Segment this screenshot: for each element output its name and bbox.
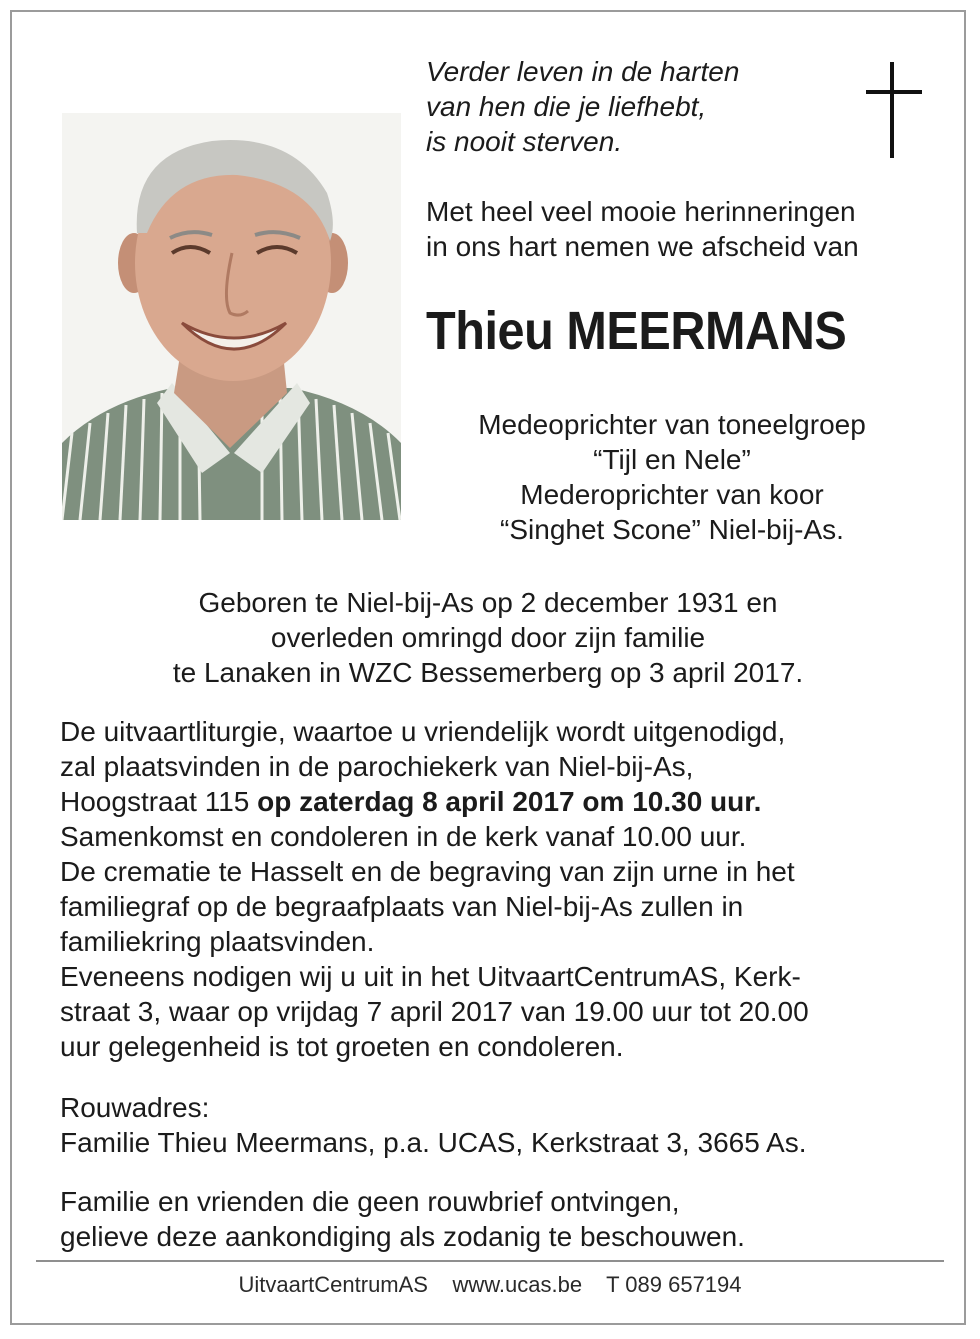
portrait-photo xyxy=(62,113,401,520)
born-line: Geboren te Niel-bij-As op 2 december 1931 en xyxy=(198,587,778,618)
born-line: overleden omringd door zijn familie xyxy=(270,622,706,653)
closing-note xyxy=(60,1184,745,1254)
rouwadres-label: Rouwadres: xyxy=(60,1092,210,1123)
rouwadres-value: Familie Thieu Meermans, p.a. UCAS, Kerkstraat 3, 3665 As. xyxy=(60,1127,807,1158)
intro-line: Met heel veel mooie herinneringen xyxy=(426,196,856,227)
footer-divider xyxy=(36,1260,944,1262)
footer-phone: T 089 657194 xyxy=(606,1272,742,1297)
quote-line: is nooit sterven. xyxy=(426,126,623,157)
footer-website[interactable]: www.ucas.be xyxy=(452,1272,583,1297)
birth-death-text xyxy=(60,585,916,690)
body-line: straat 3, waar op vrijdag 7 april 2017 van 19.00 uur tot 20.00 xyxy=(60,996,809,1027)
body-line: zal plaatsvinden in de parochiekerk van Niel-bij-As, xyxy=(60,751,694,782)
roles-text xyxy=(420,407,924,547)
cross-icon xyxy=(862,62,922,162)
address-text: Hoogstraat 115 xyxy=(60,786,258,817)
body-line: De crematie te Hasselt en de begraving van zijn urne in het xyxy=(60,856,795,887)
body-line: uur gelegenheid is tot groeten en condoleren. xyxy=(60,1031,624,1062)
body-line xyxy=(60,784,940,819)
role-line: Mederoprichter van koor xyxy=(520,479,824,510)
deceased-name: Thieu MEERMANS xyxy=(426,301,847,361)
footer-company: UitvaartCentrumAS xyxy=(238,1272,428,1297)
mourning-address xyxy=(60,1090,806,1160)
role-line: Medeoprichter van toneelgroep xyxy=(478,409,866,440)
intro-text xyxy=(426,194,859,264)
body-line: familiekring plaatsvinden. xyxy=(60,926,375,957)
service-date: op zaterdag 8 april 2017 om 10.30 uur. xyxy=(257,786,762,817)
memorial-quote xyxy=(426,54,739,159)
footer xyxy=(0,1270,980,1300)
role-line: “Tijl en Nele” xyxy=(593,444,751,475)
note-line: Familie en vrienden die geen rouwbrief ontvingen, xyxy=(60,1186,680,1217)
intro-line: in ons hart nemen we afscheid van xyxy=(426,231,859,262)
funeral-details xyxy=(60,714,940,1064)
body-line: familiegraf op de begraafplaats van Niel-bij-As zullen in xyxy=(60,891,744,922)
body-line: Samenkomst en condoleren in de kerk vanaf 10.00 uur. xyxy=(60,821,747,852)
quote-line: van hen die je liefhebt, xyxy=(426,91,707,122)
quote-line: Verder leven in de harten xyxy=(426,56,740,87)
body-line: De uitvaartliturgie, waartoe u vriendelijk wordt uitgenodigd, xyxy=(60,716,786,747)
role-line: “Singhet Scone” Niel-bij-As. xyxy=(500,514,844,545)
note-line: gelieve deze aankondiging als zodanig te beschouwen. xyxy=(60,1221,745,1252)
body-line: Eveneens nodigen wij u uit in het UitvaartCentrumAS, Kerk- xyxy=(60,961,801,992)
born-line: te Lanaken in WZC Bessemerberg op 3 april 2017. xyxy=(172,657,804,688)
